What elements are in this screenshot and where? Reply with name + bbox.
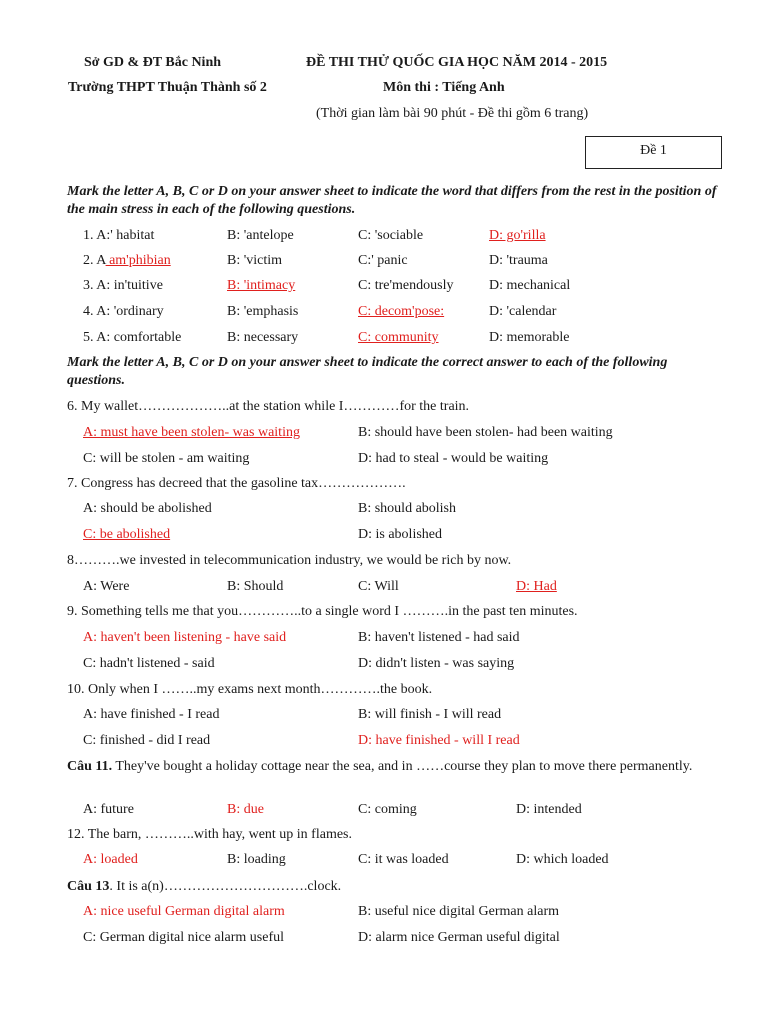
q8-option-b[interactable]: B: Should [227,579,284,594]
exam-code: Đề 1 [640,143,667,158]
q1-option-c[interactable]: C: 'sociable [358,228,424,243]
q11-option-b-answer[interactable]: B: due [227,802,264,817]
q7-option-a[interactable]: A: should be abolished [83,501,212,516]
q8-option-d-answer[interactable]: D: Had [516,579,557,594]
q2-option-a-answer: am'phibian [105,253,171,268]
q1-option-a[interactable]: 1. A:' habitat [83,228,155,243]
q4-option-b[interactable]: B: 'emphasis [227,304,299,319]
q6-option-d[interactable]: D: had to steal - would be waiting [358,451,549,466]
exam-subject: Môn thi : Tiếng Anh [383,80,505,95]
q12-option-c[interactable]: C: it was loaded [358,852,449,867]
q11-option-a[interactable]: A: future [83,802,134,817]
q10-option-b[interactable]: B: will finish - I will read [358,707,502,722]
q7-stem: 7. Congress has decreed that the gasoline tax………………. [67,476,406,491]
q9-option-b[interactable]: B: haven't listened - had said [358,630,520,645]
q12-stem: 12. The barn, ………..with hay, went up in flames. [67,827,353,842]
q6-option-b[interactable]: B: should have been stolen- had been waiting [358,425,613,440]
q7-option-d[interactable]: D: is abolished [358,527,442,542]
q3-option-a[interactable]: 3. A: in'tuitive [83,278,163,293]
q11-label: Câu 11. [67,759,113,774]
q13-option-a-answer[interactable]: A: nice useful German digital alarm [83,904,285,919]
department-name: Sở GD & ĐT Bắc Ninh [84,55,222,70]
q1-option-d-answer[interactable]: D: go'rilla [489,228,546,243]
q8-stem: 8……….we invested in telecommunication industry, we would be rich by now. [67,553,512,568]
q13-stem [67,879,341,895]
q6-option-c[interactable]: C: will be stolen - am waiting [83,451,250,466]
q2-option-a[interactable] [83,253,171,269]
q13-option-c[interactable]: C: German digital nice alarm useful [83,930,284,945]
q5-option-c-answer[interactable]: C: community [358,330,439,345]
q11-option-c[interactable]: C: coming [358,802,417,817]
q1-option-b[interactable]: B: 'antelope [227,228,294,243]
q8-option-c[interactable]: C: Will [358,579,399,594]
q12-option-a-answer[interactable]: A: loaded [83,852,138,867]
q10-option-a[interactable]: A: have finished - I read [83,707,220,722]
exam-title: ĐỀ THI THỬ QUỐC GIA HỌC NĂM 2014 - 2015 [306,55,608,70]
q9-option-a-answer[interactable]: A: haven't been listening - have said [83,630,287,645]
school-name: Trường THPT Thuận Thành số 2 [68,80,267,95]
q2-option-d[interactable]: D: 'trauma [489,253,548,268]
q11-stem-text: They've bought a holiday cottage near the sea, and in ……course they plan to move there permanently. [112,759,693,774]
q12-option-d[interactable]: D: which loaded [516,852,609,867]
q9-stem: 9. Something tells me that you…………..to a single word I ……….in the past ten minutes. [67,604,578,619]
q9-option-d[interactable]: D: didn't listen - was saying [358,656,515,671]
q6-option-a-answer[interactable]: A: must have been stolen- was waiting [83,425,300,440]
q11-stem [67,758,731,776]
q2-num: 2. A [83,253,106,268]
exam-code-box [585,136,722,169]
q6-stem: 6. My wallet………………..at the station while I…………for the train. [67,399,470,414]
exam-time-note: (Thời gian làm bài 90 phút - Đề thi gồm 6 trang) [316,106,589,121]
q5-option-d[interactable]: D: memorable [489,330,570,345]
q2-option-c[interactable]: C:' panic [358,253,408,268]
q7-option-c-answer[interactable]: C: be abolished [83,527,171,542]
q4-option-a[interactable]: 4. A: 'ordinary [83,304,164,319]
q5-option-b[interactable]: B: necessary [227,330,299,345]
q2-option-b[interactable]: B: 'victim [227,253,283,268]
q13-option-d[interactable]: D: alarm nice German useful digital [358,930,560,945]
q5-option-a[interactable]: 5. A: comfortable [83,330,182,345]
q11-option-d[interactable]: D: intended [516,802,582,817]
q10-option-c[interactable]: C: finished - did I read [83,733,211,748]
q3-option-b-answer[interactable]: B: 'intimacy [227,278,296,293]
q10-stem: 10. Only when I ……..my exams next month………….the book. [67,682,433,697]
q3-option-c[interactable]: C: tre'mendously [358,278,454,293]
q4-option-d[interactable]: D: 'calendar [489,304,557,319]
section1-instruction: Mark the letter A, B, C or D on your answer sheet to indicate the word that differs from the rest in the position of the main stress in each of the following questions. [67,184,717,217]
q10-option-d-answer[interactable]: D: have finished - will I read [358,733,520,748]
q8-option-a[interactable]: A: Were [83,579,130,594]
q9-option-c[interactable]: C: hadn't listened - said [83,656,215,671]
q13-label: Câu 13 [67,879,110,894]
q12-option-b[interactable]: B: loading [227,852,286,867]
q3-option-d[interactable]: D: mechanical [489,278,571,293]
q7-option-b[interactable]: B: should abolish [358,501,457,516]
q13-option-b[interactable]: B: useful nice digital German alarm [358,904,559,919]
section2-instruction: Mark the letter A, B, C or D on your answer sheet to indicate the correct answer to each of the following questions. [67,355,668,388]
q4-option-c-answer[interactable]: C: decom'pose: [358,304,445,319]
q13-stem-text: . It is a(n)………………………….clock. [109,879,342,894]
